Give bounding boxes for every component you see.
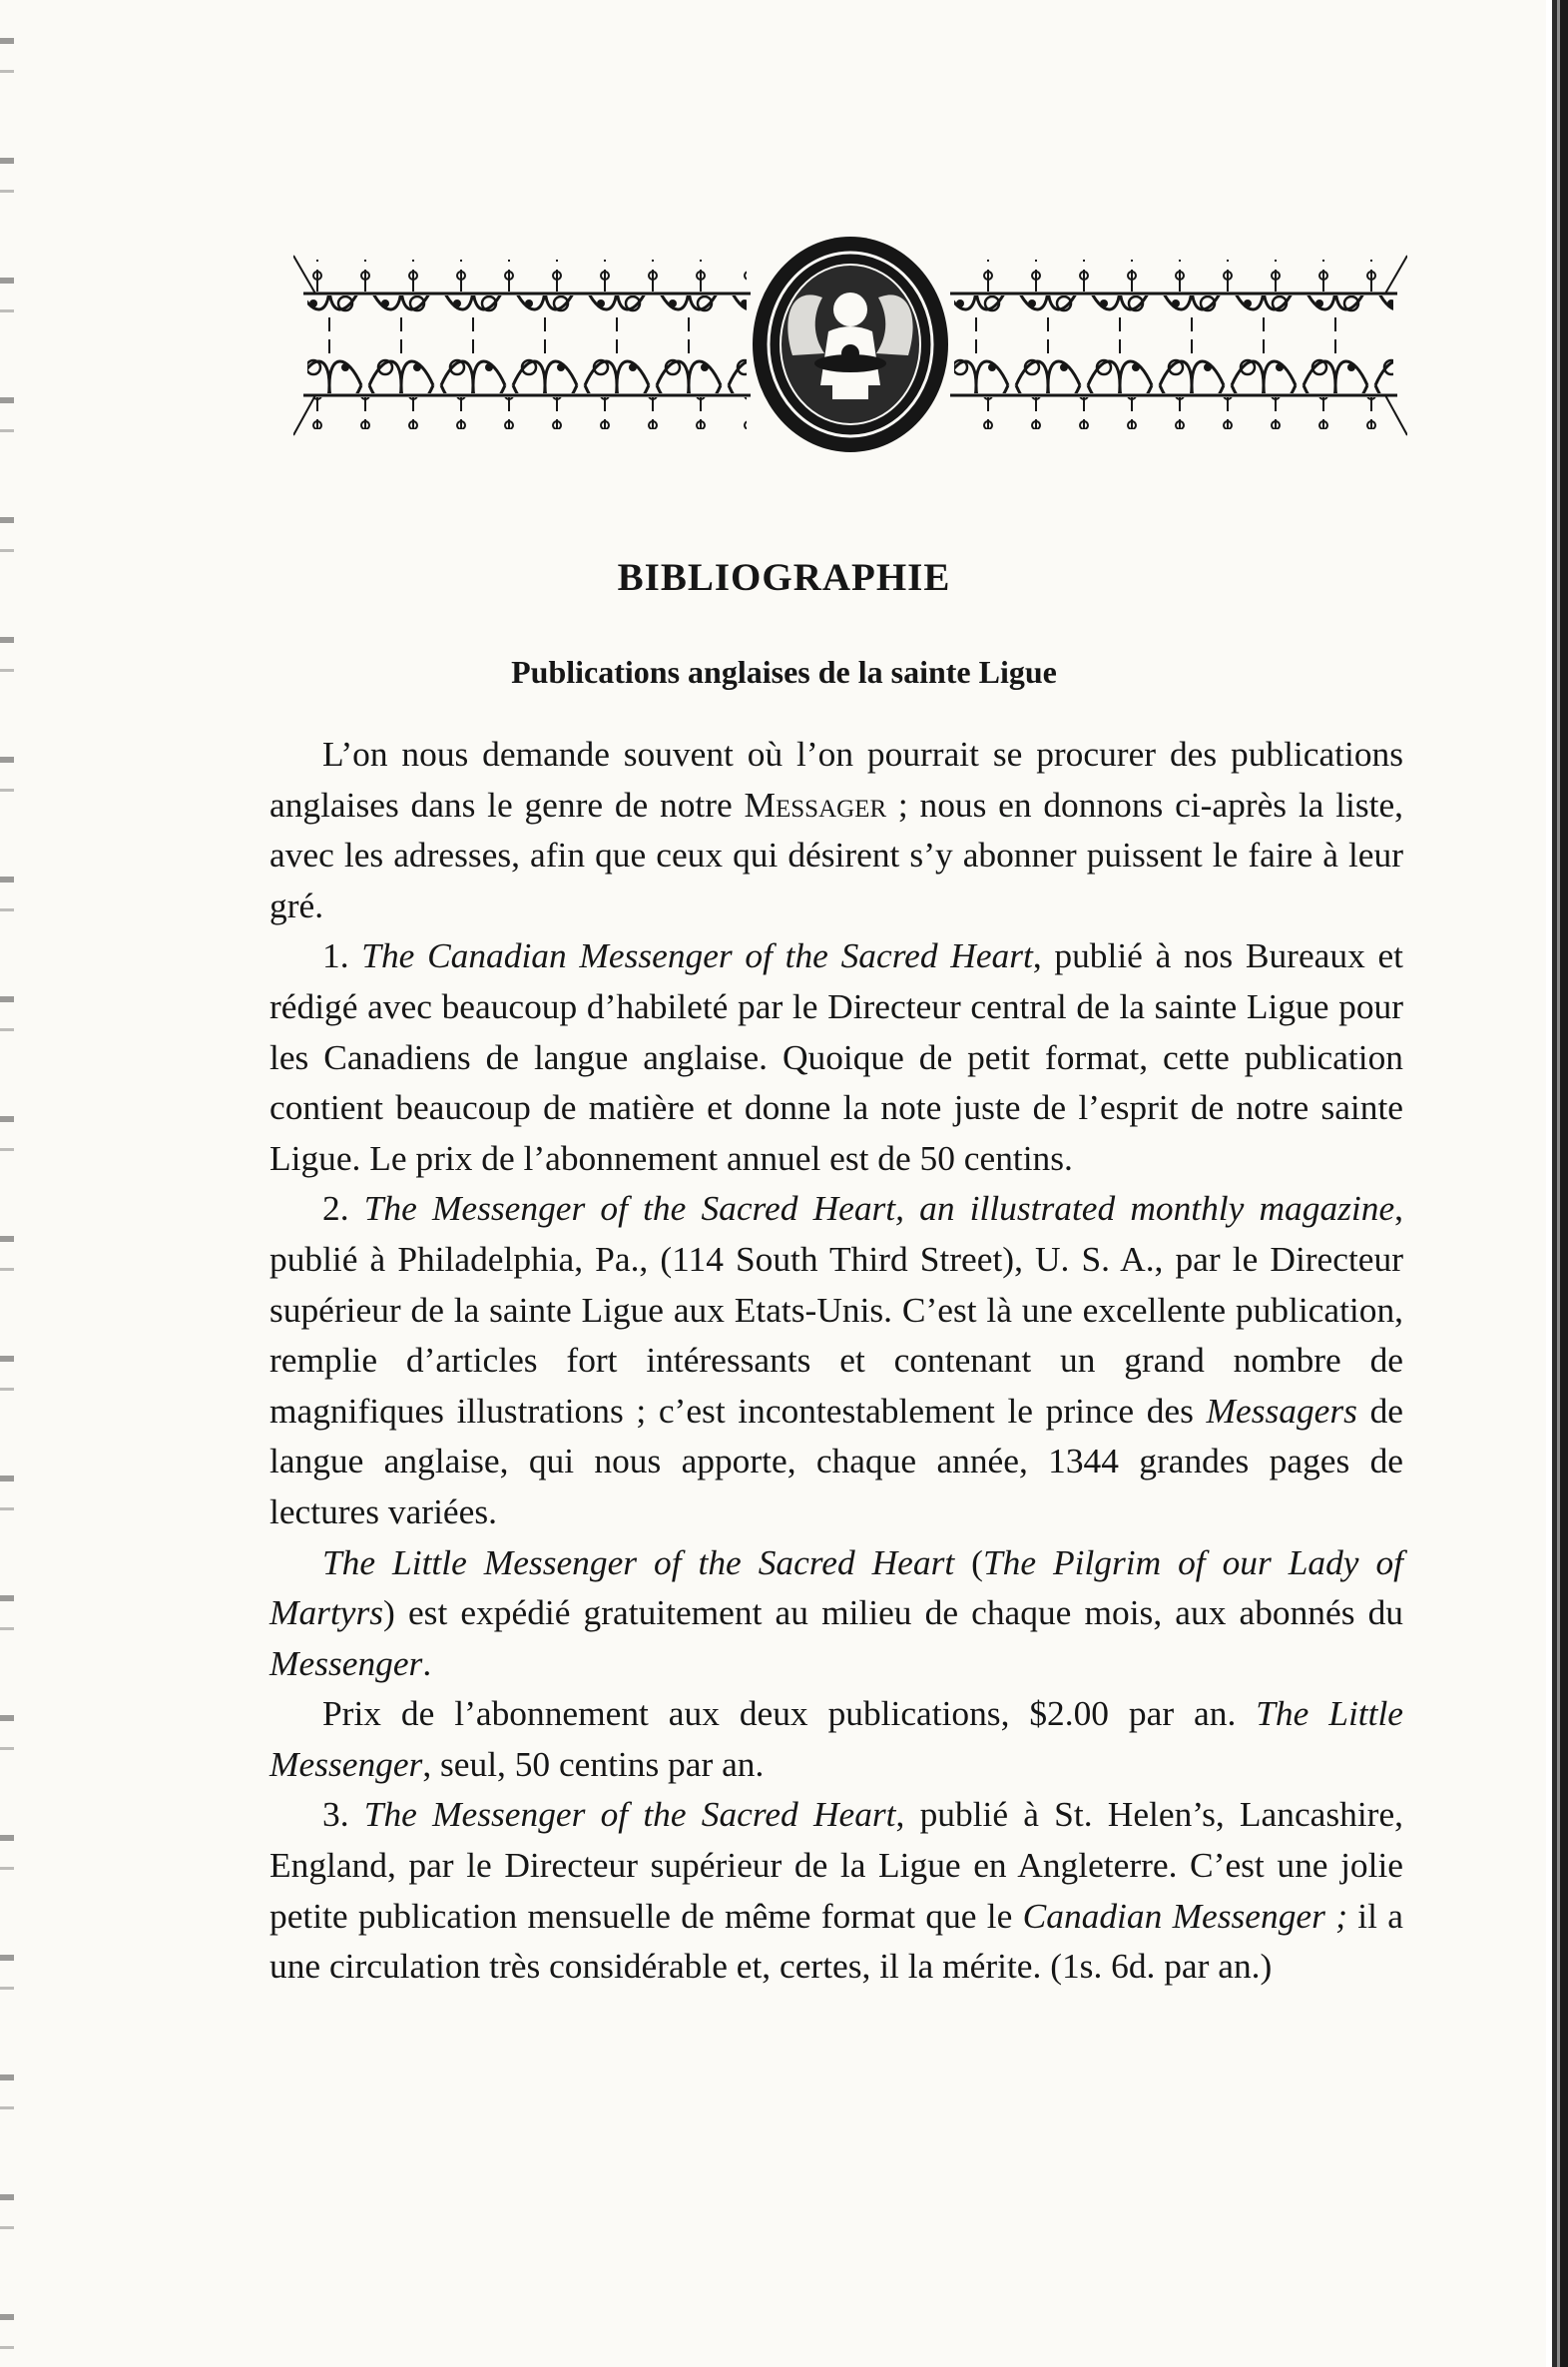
item-text: , publié à nos Bureaux et rédigé avec beaucoup d’habileté par le Directeur central de la sainte Ligue pour les Canadiens de langue anglaise. Quoique de petit format, cette publication contient beaucoup de matière et donne la note juste de l’esprit de notre sainte Ligue. Le prix de l’abonnement annuel est de 50 centins. (269, 935, 1404, 1178)
item-text-b: il a une circulation très considérable et, certes, il la mérite. (1s. 6d. par an.) (269, 1895, 1403, 1987)
messager-title: Messager (744, 784, 887, 825)
article-body (269, 729, 1403, 1992)
paren-open: ( (954, 1541, 983, 1582)
page-subtitle: Publications anglaises de la sainte Ligue (511, 654, 1057, 690)
page-title: BIBLIOGRAPHIE (617, 556, 951, 599)
price-text-a: Prix de l’abonnement aux deux publications, $2.00 par an. (322, 1693, 1257, 1734)
page-left-edge (0, 0, 14, 2367)
list-item-1 (269, 930, 1403, 1183)
page-right-edge (1546, 0, 1568, 2367)
left-band (293, 256, 751, 435)
canadian-messenger-title: Canadian Messenger ; (1022, 1895, 1347, 1936)
item-number: 2. (322, 1188, 364, 1229)
angel-medallion-icon (753, 237, 948, 452)
little-messenger-paragraph (269, 1537, 1403, 1689)
item-number: 1. (322, 935, 362, 976)
item-text-a: , publié à St. Helen’s, Lancashire, England, par le Directeur supérieur de la Ligue en Angleterre. C’est une jolie petite publication mensuelle de même format que le (269, 1794, 1404, 1936)
publication-title: The Messenger of the Sacred Heart (363, 1794, 896, 1835)
little-text: ) est expédié gratuitement au milieu de chaque mois, aux abonnés du (383, 1592, 1403, 1633)
intro-paragraph (269, 729, 1403, 930)
item-text-a: , publié à Philadelphia, Pa., (114 South Third Street), U. S. A., par le Directeur supérieur de la sainte Ligue aux Etats-Unis. C’est là une excellente publication, remplie d’articles fort intéressants et contenant un grand nombre de magnifiques illustrations ; c’est incontestablement le prince des (269, 1188, 1404, 1431)
intro-text-b: ; nous en donnons ci-après la liste, avec les adresses, afin que ceux qui désirent s’y abonner puissent le faire à leur gré. (269, 784, 1403, 925)
publication-title: The Messenger of the Sacred Heart, an illustrated monthly magazine (363, 1188, 1395, 1229)
price-text-b: , seul, 50 centins par an. (422, 1743, 765, 1784)
list-item-2 (269, 1183, 1403, 1536)
messenger-word: Messenger (269, 1642, 423, 1683)
item-text-b: de langue anglaise, qui nous apporte, chaque année, 1344 grandes pages de lectures variées. (269, 1390, 1403, 1531)
right-band (950, 256, 1407, 435)
intro-text-a: L’on nous demande souvent où l’on pourrait se procurer des publications anglaises dans le genre de notre (269, 734, 1403, 825)
publication-title: The Little Messenger of the Sacred Heart (322, 1541, 955, 1582)
period: . (422, 1642, 432, 1683)
list-item-3 (269, 1789, 1403, 1991)
publication-title: The Canadian Messenger of the Sacred Heart (361, 935, 1033, 976)
messagers-word: Messagers (1206, 1390, 1357, 1431)
ornamental-headpiece (293, 236, 1407, 453)
item-number: 3. (322, 1794, 364, 1835)
little-messenger-title: The Little Messenger (269, 1693, 1403, 1784)
pilgrim-title: The Pilgrim of our Lady of Martyrs (269, 1541, 1403, 1633)
price-paragraph (269, 1688, 1403, 1789)
